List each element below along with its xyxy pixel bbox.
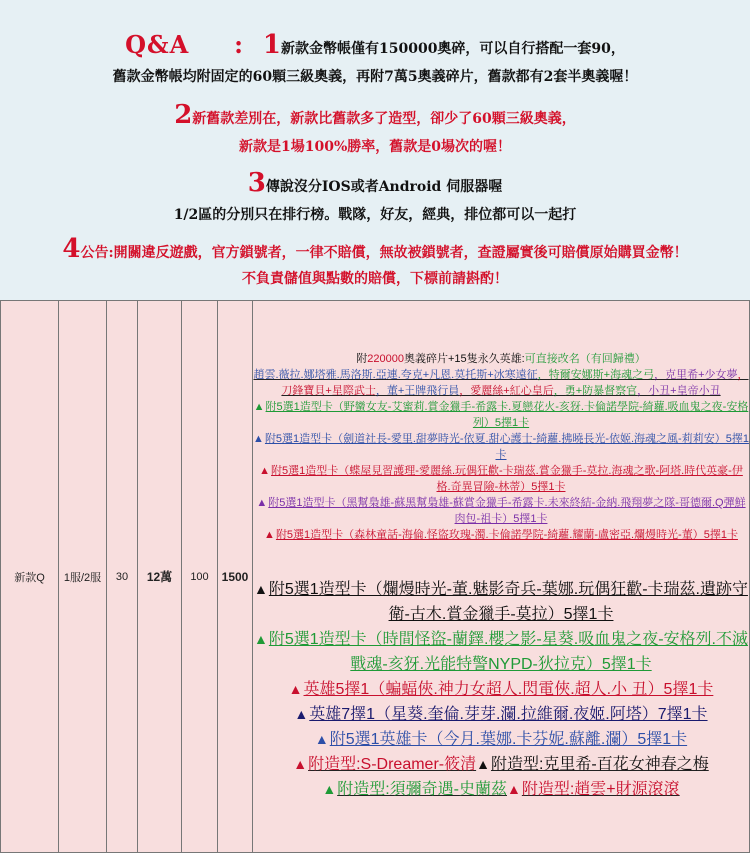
skin-item-3: 附造型:須彌奇遇-史蘭茲 <box>337 781 507 798</box>
hero-list-a: 趙雲.薇拉.娜塔雅.馬洛斯.亞連.夸克+凡恩.莫托斯+冰寒遠征 <box>253 369 538 381</box>
hero-list-e: ，董+王牌飛行員 <box>375 385 460 397</box>
cell-price: 1500 <box>218 301 253 853</box>
triangle-icon: ▲ <box>322 781 337 797</box>
desc-head-d: 可直接改名（有回歸禮） <box>524 353 646 365</box>
qa-text-4b: 不負責儲值與點數的賠償，下標前請斟酌！ <box>242 271 508 287</box>
pick-item-4: 附5選1造型卡（黑幫梟雄-蘇黑幫梟雄-蘇賞金獵手-希露卡.未來終結-金納.飛翔夢之隊-哥德爾.Q彈鮮肉包-祖卡）5擇1卡 <box>268 497 746 525</box>
qa-text-3: 傳說沒分IOS或者Android 伺服器喔 <box>265 179 503 195</box>
qa-text-3b: 1/2區的分別只在排行榜。戰隊，好友，經典，排位都可以一起打 <box>173 207 577 223</box>
triangle-icon: ▲ <box>506 781 521 797</box>
qa-item-2 <box>0 100 750 130</box>
triangle-icon: ▲ <box>254 631 268 647</box>
cell-level: 30 <box>107 301 138 853</box>
hero-list-b: ，特爾安娜斯+海魂之弓 <box>537 369 655 381</box>
qa-text-2: 新舊款差別在，新款比舊款多了造型，卻少了60顆三級奧義， <box>192 111 576 127</box>
qa-number-2: 2 <box>174 100 193 130</box>
hero-list-c: ，克里希+少女夢 <box>654 369 738 381</box>
desc-head-c: 奧義碎片+15隻永久英雄: <box>404 353 525 365</box>
qa-item-4 <box>0 234 750 264</box>
triangle-icon: ▲ <box>256 497 268 509</box>
triangle-icon: ▲ <box>253 401 265 413</box>
large-item-5: 附5選1英雄卡（今月.葉娜.卡芬妮.蘇離.瀾）5擇1卡 <box>329 731 688 748</box>
qa-text-4: 公告:開關違反遊戲，官方鎖號者，一律不賠償，無故被鎖號者，查證屬實後可賠償原始購買金幣！ <box>80 245 688 261</box>
cell-server: 1服/2服 <box>59 301 107 853</box>
skin-item-1: 附造型:S-Dreamer-筱清 <box>308 756 477 773</box>
large-item-4: 英雄7擇1（星葵.奎倫.芽芽.瀾.拉維爾.夜姬.阿塔）7擇1卡 <box>309 706 708 723</box>
triangle-icon: ▲ <box>254 581 268 597</box>
large-item-3: 英雄5擇1（蝙蝠俠.神力女超人.閃電俠.超人.小 丑）5擇1卡 <box>303 681 714 698</box>
description-large <box>253 577 749 802</box>
desc-head-a: 附 <box>356 353 368 365</box>
pick-item-2: 附5選1造型卡（劍道社長-愛里.甜夢時光-依夏.甜心護士-綺蘿.拂曉長光-依姬.海魂之風-莉莉安）5擇1卡 <box>264 433 749 461</box>
pick-item-3: 附5選1造型卡（蝶屋見習護理-愛麗絲.玩偶狂歡-卡瑞茲.賞金獵手-莫拉.海魂之歌-阿塔.時代英豪-伊格.奇異冒險-林蒂）5擇1卡 <box>271 465 743 493</box>
qa-panel <box>0 0 750 300</box>
cell-count: 100 <box>182 301 218 853</box>
triangle-icon: ▲ <box>288 681 303 697</box>
hero-list-g: ，勇+防暴督察官 <box>553 385 638 397</box>
triangle-icon: ▲ <box>264 529 275 541</box>
table-row <box>1 301 750 853</box>
triangle-icon: ▲ <box>314 731 329 747</box>
qa-title: Q&A <box>125 30 190 59</box>
qa-colon: : <box>234 30 245 59</box>
skin-item-4: 附造型:趙雲+財源滾滾 <box>521 781 680 798</box>
pick-item-1: 附5選1造型卡（野蠻女友-艾蜜莉.賞金獵手-希露卡.夏戀花火-亥犽.卡倫諾學院-綺蘿.吸血鬼之夜-安格列）5擇1卡 <box>265 401 749 429</box>
cell-description <box>253 301 750 853</box>
listing-table <box>0 300 750 853</box>
qa-number-4: 4 <box>62 234 81 264</box>
qa-item-3 <box>0 168 750 198</box>
hero-list-d: ，刀鋒寶貝+星際武士 <box>281 369 749 397</box>
skin-item-2: 附造型:克里希-百花女神春之梅 <box>490 756 709 773</box>
cell-name: 新款Q <box>1 301 59 853</box>
qa-text-2b: 新款是1場100%勝率，舊款是0場次的喔！ <box>238 139 511 155</box>
hero-list-h: ，小丑+皇帝小丑 <box>637 385 721 397</box>
qa-item-1 <box>0 30 750 60</box>
qa-number-1: 1 <box>262 30 281 60</box>
desc-head-b: 220000 <box>367 353 404 365</box>
cell-amount: 12萬 <box>138 301 182 853</box>
pick-item-5: 附5選1造型卡（森林童話-海倫.怪盜玫瑰-濁.卡倫諾學院-綺蘿.耀蘭-盧密亞.爛熳時光-董）5擇1卡 <box>275 529 738 541</box>
triangle-icon: ▲ <box>293 756 308 772</box>
hero-list-f: ，愛麗絲+紅心皇后 <box>459 385 554 397</box>
large-item-1: 附5選1造型卡（爛熳時光-董.魅影奇兵-葉娜.玩偶狂歡-卡瑞茲.遺跡守衛-古木.賞金獵手-莫拉）5擇1卡 <box>268 581 748 623</box>
triangle-icon: ▲ <box>476 756 490 772</box>
large-item-2: 附5選1造型卡（時間怪盜-蘭鐸.櫻之影-星葵.吸血鬼之夜-安格列.不滅戰魂-亥犽.光能特警NYPD-狄拉克）5擇1卡 <box>268 631 748 673</box>
qa-text-1b: 舊款金幣帳均附固定的60顆三級奧義，再附7萬5奧義碎片，舊款都有2套半奧義喔！ <box>112 69 638 85</box>
qa-text-1: 新款金幣帳僅有150000奧碎，可以自行搭配一套90， <box>280 41 625 57</box>
triangle-icon: ▲ <box>259 465 271 477</box>
triangle-icon: ▲ <box>294 706 309 722</box>
triangle-icon: ▲ <box>253 433 264 445</box>
description-small <box>253 351 749 543</box>
qa-number-3: 3 <box>247 168 266 198</box>
